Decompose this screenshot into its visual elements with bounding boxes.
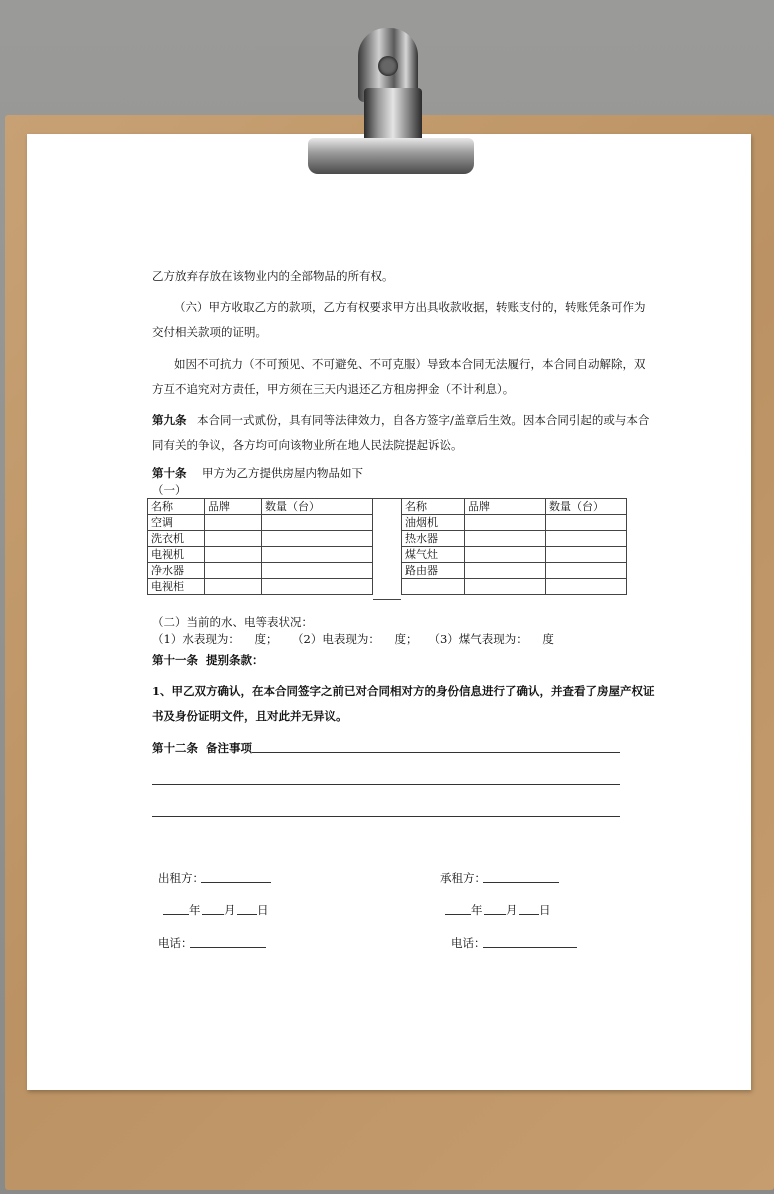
article-12-title: 第十二条 [152,741,198,755]
month-label: 月 [224,903,236,917]
paragraph-ownership: 乙方放弃存放在该物业内的全部物品的所有权。 [152,269,394,283]
table-row [402,515,627,531]
table-row [402,531,627,547]
table-cell: 电视机 [148,547,205,563]
table-header: 数量（台） [546,499,627,515]
lessor-phone-line [190,947,266,948]
lessee-phone-label: 电话： [451,936,486,950]
table-header-row [402,499,627,515]
clip-hole [378,56,398,76]
month-line [202,914,224,915]
paragraph-payment-line2: 交付相关款项的证明。 [152,325,267,339]
year-line [163,914,189,915]
day-line [237,914,257,915]
table-cell [402,579,465,595]
year-line [445,914,471,915]
table-cell: 电视柜 [148,579,205,595]
article-11-clause-line1: 1、甲乙双方确认，在本合同签字之前已对合同相对方的身份信息进行了确认，并查看了房屋产权证 [152,684,655,698]
lessor-label: 出租方： [158,871,204,885]
goods-table-left [147,498,373,595]
remarks-line [252,752,620,753]
lessee-phone-line [483,947,577,948]
remarks-line [152,816,620,817]
table-row [148,563,373,579]
section-2-label: （二）当前的水、电等表状况： [152,615,313,629]
day-label: 日 [257,903,269,917]
article-12-text: 备注事项 [206,741,252,755]
remarks-line [152,784,620,785]
table-header: 名称 [148,499,205,515]
month-label: 月 [506,903,518,917]
article-11-title: 第十一条 [152,653,198,667]
goods-table-right [401,498,627,595]
article-9-title: 第九条 [152,413,187,427]
month-line [484,914,506,915]
binder-clip-icon [296,28,486,178]
table-cell: 煤气灶 [402,547,465,563]
table-header: 品牌 [205,499,262,515]
article-11-text: 提别条款： [206,653,264,667]
article-10-title: 第十条 [152,466,187,480]
table-row [148,547,373,563]
table-row [402,579,627,595]
lessee-signature-line [483,882,559,883]
table-row [402,547,627,563]
table-cell: 油烟机 [402,515,465,531]
paragraph-force-majeure-line1: 如因不可抗力（不可预见、不可避免、不可克服）导致本合同无法履行，本合同自动解除，双 [174,357,646,371]
day-label: 日 [539,903,551,917]
table-header: 名称 [402,499,465,515]
table-cell: 净水器 [148,563,205,579]
year-label: 年 [471,903,483,917]
table-cell: 洗衣机 [148,531,205,547]
table-header-row [148,499,373,515]
table-gap [373,498,401,600]
lessee-label: 承租方： [440,871,486,885]
table-header: 数量（台） [262,499,373,515]
clip-base [308,138,474,174]
section-1-label: （一） [152,483,187,497]
table-row [148,515,373,531]
article-10-text: 甲方为乙方提供房屋内物品如下 [202,466,363,480]
article-9-line2: 同有关的争议，各方均可向该物业所在地人民法院提起诉讼。 [152,438,463,452]
day-line [519,914,539,915]
table-row [148,531,373,547]
table-row [402,563,627,579]
paragraph-payment-line1: （六）甲方收取乙方的款项，乙方有权要求甲方出具收款收据，转账支付的，转账凭条可作为 [174,300,646,314]
paragraph-force-majeure-line2: 方互不追究对方责任，甲方须在三天内退还乙方租房押金（不计利息）。 [152,382,515,396]
table-header: 品牌 [465,499,546,515]
article-9-line1: 本合同一式贰份，具有同等法律效力，自各方签字/盖章后生效。因本合同引起的或与本合 [197,413,650,427]
year-label: 年 [189,903,201,917]
table-cell: 热水器 [402,531,465,547]
table-cell: 路由器 [402,563,465,579]
table-cell: 空调 [148,515,205,531]
lessor-phone-label: 电话： [158,936,193,950]
meter-readings: （1）水表现为： 度； （2）电表现为： 度； （3）煤气表现为： 度 [152,632,554,646]
lessor-signature-line [201,882,271,883]
table-row [148,579,373,595]
article-11-clause-line2: 书及身份证明文件，且对此并无异议。 [152,709,348,723]
